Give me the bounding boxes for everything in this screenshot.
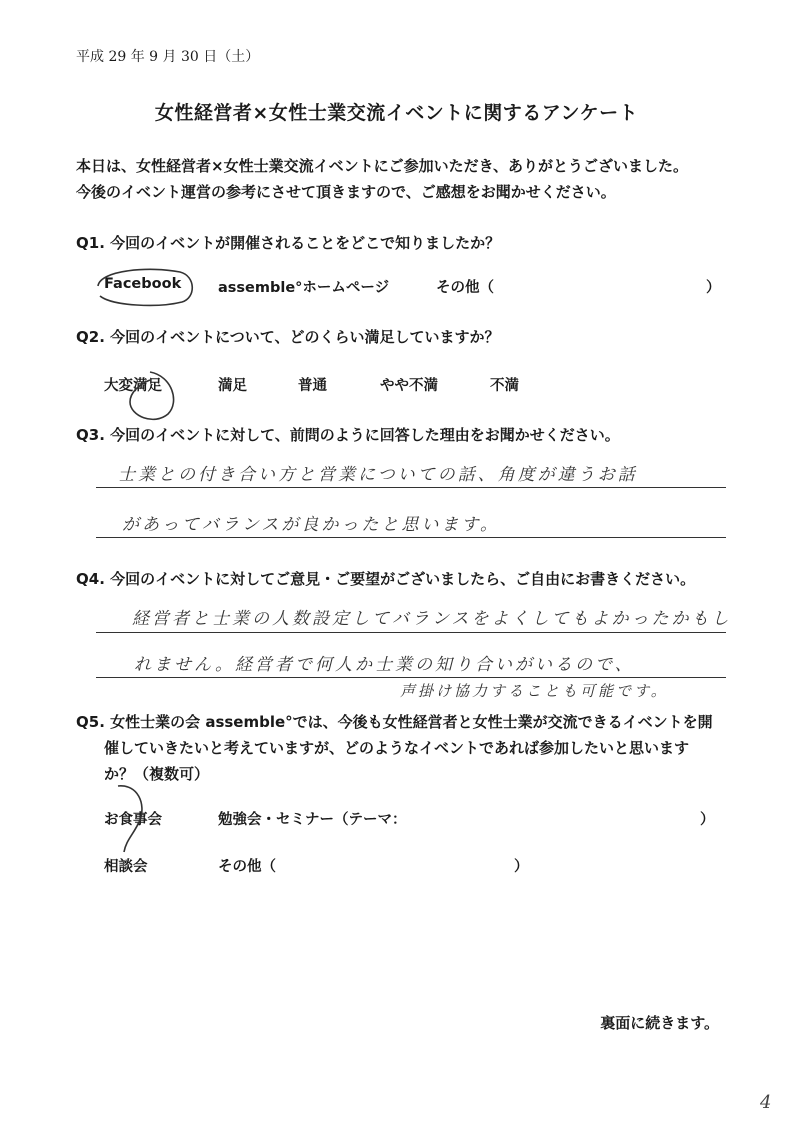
q5-option-seminar-close: ） xyxy=(700,812,715,828)
q1-option-other[interactable]: その他（ xyxy=(436,280,494,296)
q5-question-line-3: か？（複数可） xyxy=(104,765,210,783)
q5-option-other-close: ） xyxy=(514,859,529,875)
q5-option-dinner[interactable]: お食事会 xyxy=(104,812,162,828)
q4-answer-line-3: 声掛け協力することも可能です。 xyxy=(400,682,669,700)
q3-answer-line-1: 士業との付き合い方と営業についての話、角度が違うお話 xyxy=(118,465,638,485)
continued-on-back-note: 裏面に続きます。 xyxy=(600,1014,719,1032)
survey-date: 平成 29 年 9 月 30 日（土） xyxy=(76,49,260,65)
q2-selection-circle xyxy=(130,372,174,419)
q4-answer-line-2: れません。経営者で何人か士業の知り合いがいるので、 xyxy=(134,655,635,675)
page-number: 4 xyxy=(760,1092,772,1113)
q2-option-neutral[interactable]: 普通 xyxy=(298,378,327,394)
q5-selection-circle xyxy=(118,786,142,852)
q3-question: Q3. 今回のイベントに対して、前問のように回答した理由をお聞かせください。 xyxy=(76,426,620,444)
q2-option-somewhat-unsatisfied[interactable]: やや不満 xyxy=(380,378,438,394)
q1-option-other-close: ） xyxy=(706,280,721,296)
q3-answer-line-2: があってバランスが良かったと思います。 xyxy=(122,515,500,535)
intro-line-1: 本日は、女性経営者×女性士業交流イベントにご参加いただき、ありがとうございました。 xyxy=(76,157,688,175)
page-title: 女性経営者×女性士業交流イベントに関するアンケート xyxy=(154,102,639,124)
q1-option-facebook[interactable]: Facebook xyxy=(104,276,182,292)
q5-option-consultation[interactable]: 相談会 xyxy=(104,859,148,875)
q1-option-homepage[interactable]: assemble°ホームページ xyxy=(218,280,390,296)
q5-option-other[interactable]: その他（ xyxy=(218,859,276,875)
q5-question-line-2: 催していきたいと考えていますが、どのようなイベントであれば参加したいと思います xyxy=(104,739,690,757)
q2-question: Q2. 今回のイベントについて、どのくらい満足していますか？ xyxy=(76,328,500,346)
q1-selection-circle xyxy=(98,269,192,305)
q2-option-very-satisfied[interactable]: 大変満足 xyxy=(104,378,162,394)
q4-answer-line-1: 経営者と士業の人数設定してバランスをよくしてもよかったかもし xyxy=(132,609,732,629)
q2-option-unsatisfied[interactable]: 不満 xyxy=(490,378,519,394)
q1-question: Q1. 今回のイベントが開催されることをどこで知りましたか？ xyxy=(76,234,501,252)
q2-option-satisfied[interactable]: 満足 xyxy=(218,378,247,394)
q5-option-seminar[interactable]: 勉強会・セミナー（テーマ： xyxy=(218,812,407,828)
q5-question-line-1: Q5. 女性士業の会 assemble°では、今後も女性経営者と女性士業が交流できるイベントを開 xyxy=(76,713,713,731)
q4-question: Q4. 今回のイベントに対してご意見・ご要望がございましたら、ご自由にお書きください。 xyxy=(76,570,696,588)
intro-line-2: 今後のイベント運営の参考にさせて頂きますので、ご感想をお聞かせください。 xyxy=(76,183,616,201)
